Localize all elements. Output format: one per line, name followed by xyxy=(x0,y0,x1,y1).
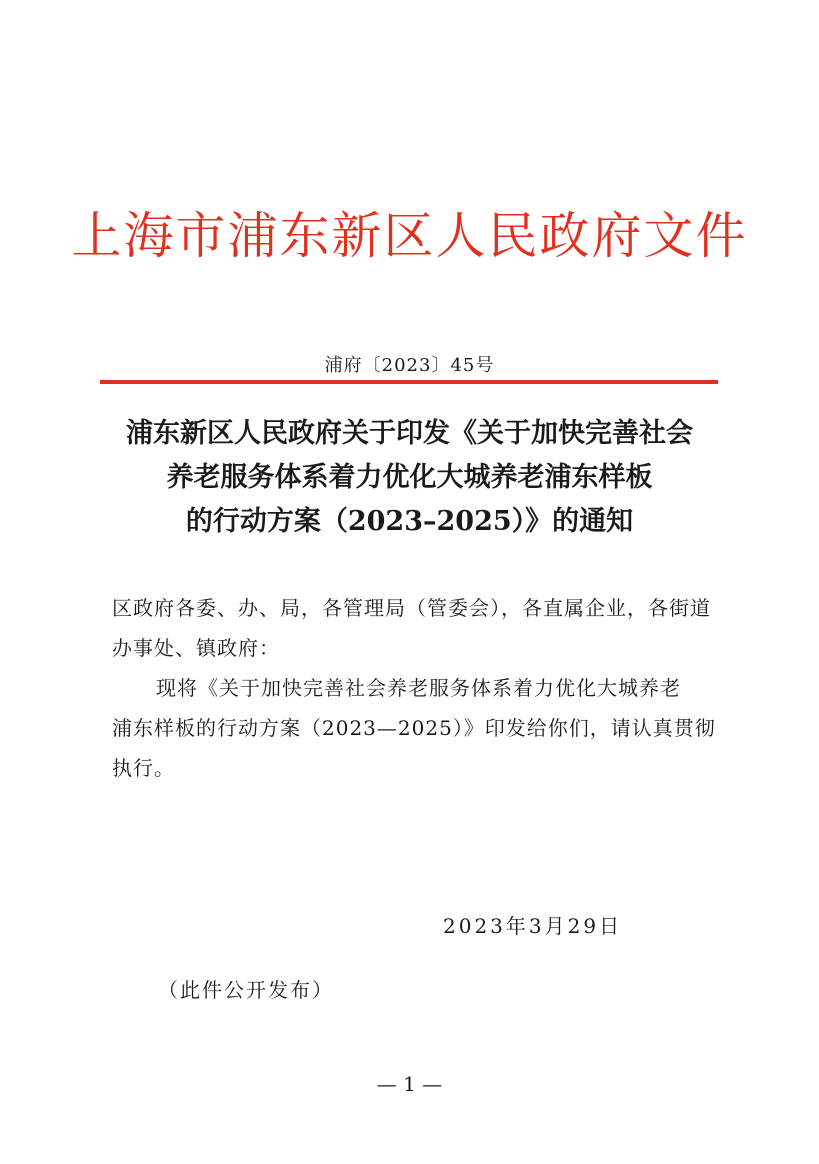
body-paragraph xyxy=(112,668,722,788)
title-line: 养老服务体系着力优化大城养老浦东样板 xyxy=(166,462,653,493)
page-number: — 1 — xyxy=(376,1072,443,1096)
document-title xyxy=(80,412,739,544)
body-line: 浦东样板的行动方案（2023—2025）》印发给你们，请认真贯彻 xyxy=(112,716,716,740)
addressee-block xyxy=(112,588,722,668)
body-line: 执行。 xyxy=(112,756,175,780)
issue-date: 2023年3月29日 xyxy=(443,914,623,938)
title-line: 的行动方案（2023–2025）》的通知 xyxy=(185,506,634,537)
title-line: 浦东新区人民政府关于印发《关于加快完善社会 xyxy=(126,418,693,449)
document-number: 浦府〔2023〕45号 xyxy=(324,355,495,376)
body-line: 现将《关于加快完善社会养老服务体系着力优化大城养老 xyxy=(156,676,681,700)
addressee-line: 办事处、镇政府： xyxy=(112,636,280,660)
addressee-line: 区政府各委、办、局，各管理局（管委会），各直属企业，各街道 xyxy=(112,596,711,620)
masthead-title: 上海市浦东新区人民政府文件 xyxy=(71,207,748,265)
red-divider-line xyxy=(100,380,718,384)
disclosure-note: （此件公开发布） xyxy=(158,978,334,1002)
